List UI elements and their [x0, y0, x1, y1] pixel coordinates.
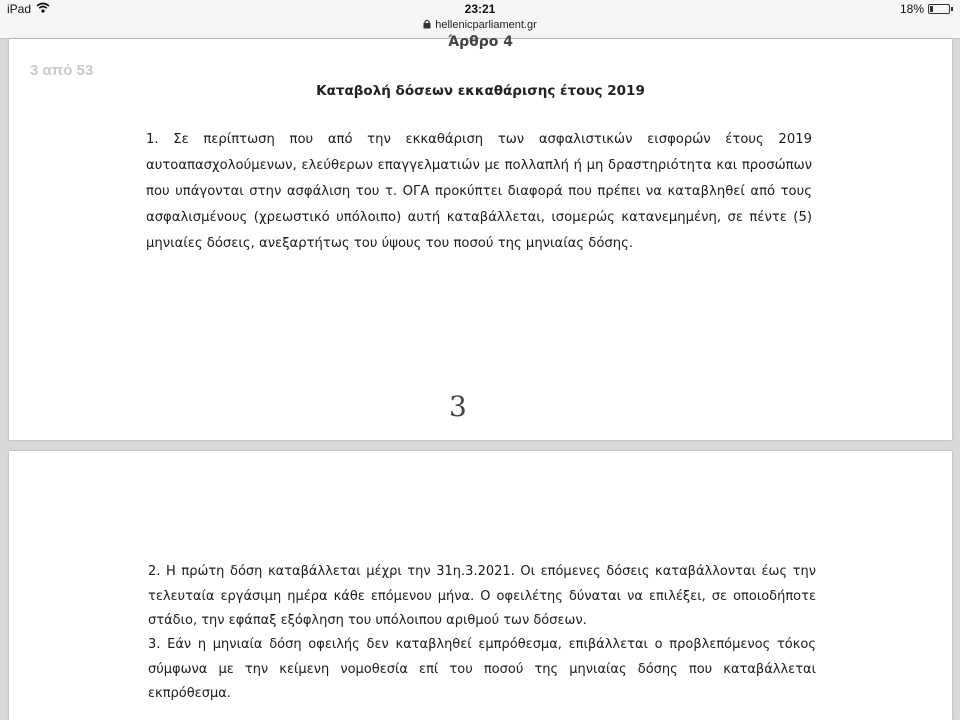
paragraph-1: 1. Σε περίπτωση που από την εκκαθάριση των ασφαλιστικών εισφορών έτους 2019 αυτοαπασχολούμενων, ελεύθερων επαγγελματιών με πολλαπλή ή μη δραστηριότητα και προσώπων που υπάγονται στην ασφάλιση του τ. ΟΓΑ προκύπτει διαφορά που πρέπει να καταβληθεί από τους ασφαλισμένους (χρεωστικό υπόλοιπο) αυτή καταβάλλεται, ισομερώς κατανεμημένη, σε πέντε (5) μηνιαίες δόσεις, ανεξαρτήτως του ύψους του ποσού της μηνιαίας δόσης. [146, 132, 812, 251]
address-bar[interactable] [0, 19, 960, 32]
battery-percent: 18% [899, 2, 924, 16]
paragraph-3: 3. Εάν η μηνιαία δόση οφειλής δεν καταβληθεί εμπρόθεσμα, επιβάλλεται ο προβλεπόμενος τόκος σύμφωνα με την κείμενη νομοθεσία επί του ποσού της μηνιαίας δόσης που καταβάλλεται εκπρόθεσμα. [148, 637, 816, 701]
handwritten-page-number: 3 [449, 390, 467, 423]
device-name: iPad [7, 2, 32, 16]
lock-icon [423, 19, 431, 32]
page-counter: 3 από 53 [30, 62, 94, 79]
battery-icon [928, 4, 950, 14]
document-page-3 [9, 34, 952, 440]
battery-fill [930, 6, 933, 12]
status-right [900, 2, 950, 16]
document-page-4 [9, 451, 952, 720]
article-title: Καταβολή δόσεων εκκαθάρισης έτους 2019 [316, 83, 645, 99]
clock: 23:21 [464, 2, 496, 16]
paragraph-2: 2. Η πρώτη δόση καταβάλλεται μέχρι την 31η.3.2021. Οι επόμενες δόσεις καταβάλλονται έως την τελευταία εργάσιμη ημέρα κάθε επόμενου μήνα. Ο οφειλέτης δύναται να επιλέξει, σε οποιοδήποτε στάδιο, την εφάπαξ εξόφληση του υπόλοιπου αριθμού των δόσεων. [148, 564, 816, 628]
url-text: hellenicparliament.gr [435, 19, 537, 31]
article-number: Άρθρο 4 [447, 34, 514, 50]
